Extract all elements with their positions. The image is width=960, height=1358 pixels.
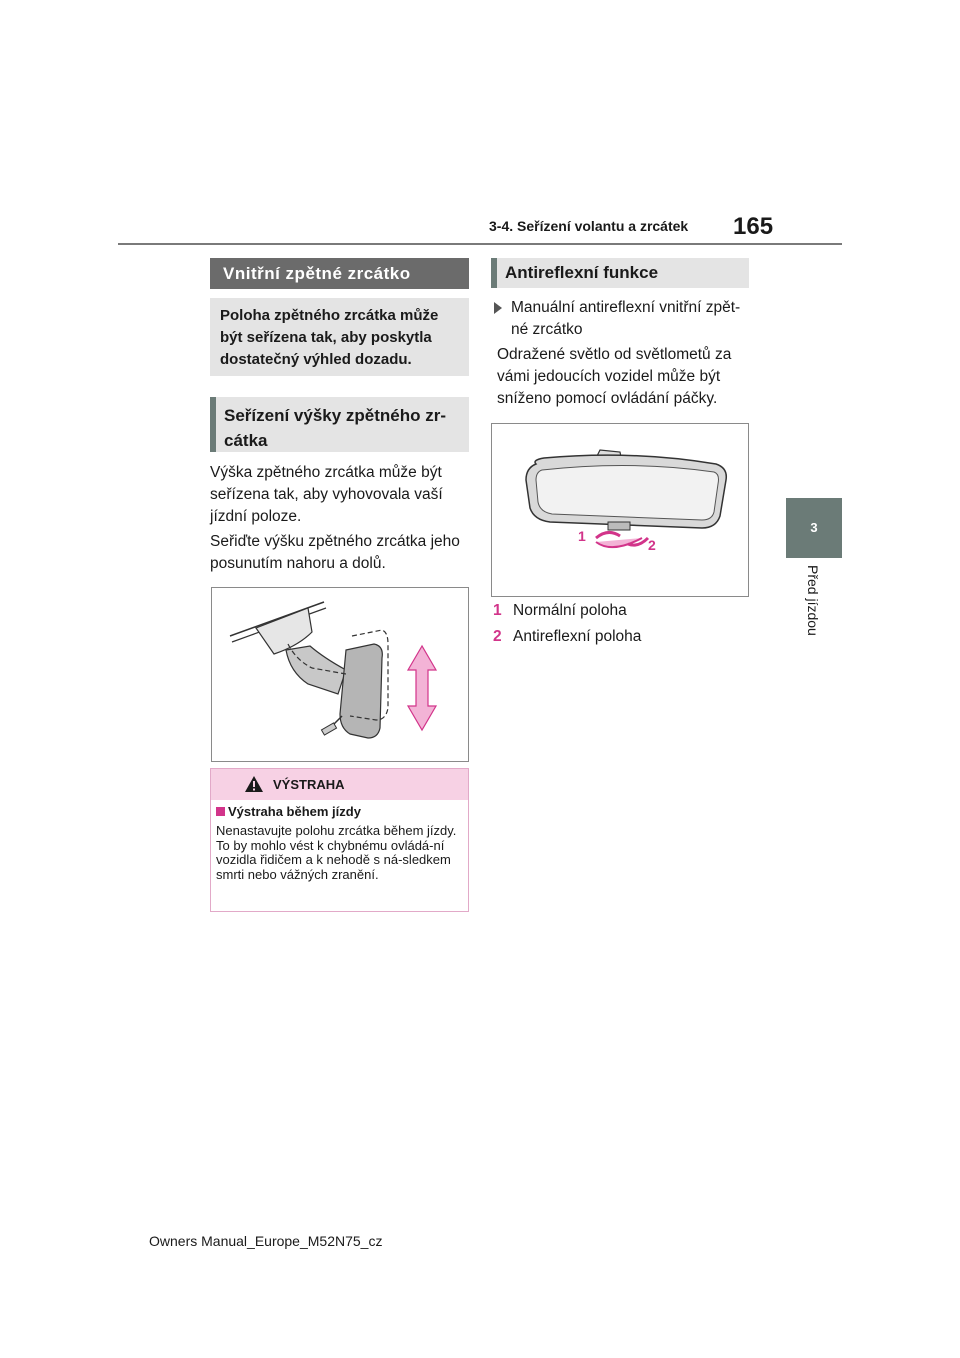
warning-subtitle [216, 804, 361, 819]
paragraph-height-1: Výška zpětného zrcátka může být seřízena tak, aby vyhovovala vaší jízdní poloze. [210, 464, 443, 525]
header-rule [118, 243, 842, 245]
figure-label-1: 1 [578, 528, 586, 544]
subsection-title-height: Seřízení výšky zpětného zr-cátka [210, 397, 469, 452]
paragraph-height-2: Seřiďte výšku zpětného zrcátka jeho posunutím nahoru a dolů. [210, 533, 460, 572]
legend-item [493, 600, 627, 622]
warning-subtitle-text: Výstraha během jízdy [228, 804, 361, 819]
up-down-arrow-icon [408, 646, 436, 730]
warning-box [210, 768, 469, 912]
intro-box: Poloha zpětného zrcátka může být seřízena tak, aby poskytla dostatečný výhled dozadu. [210, 298, 469, 376]
mirror-height-illustration [212, 588, 468, 761]
page-number: 165 [733, 213, 774, 240]
antireflex-figure [491, 423, 749, 597]
section-title-antireflex: Antireflexní funkce [491, 258, 749, 288]
legend-item [493, 626, 641, 648]
antireflex-mirror-illustration [492, 424, 748, 596]
paragraph-antireflex: Odražené světlo od světlometů za vámi jedoucích vozidel může být sníženo pomocí ovládání páčky. [497, 346, 732, 407]
warning-line-2: To by mohlo vést k chybnému ovládá-ní vozidla řidičem a k nehodě s ná-sledkem smrti nebo vážných zranění. [216, 837, 451, 882]
chapter-label [803, 565, 823, 655]
legend-number: 1 [493, 602, 502, 619]
figure-label-2: 2 [648, 537, 656, 553]
section-title-mirror: Vnitřní zpětné zrcátko [210, 258, 469, 289]
section-header: 3-4. Seřízení volantu a zrcátek [489, 218, 689, 234]
warning-header [211, 769, 468, 800]
bullet-text: Manuální antireflexní vnitřní zpět-né zrcátko [511, 299, 741, 338]
warning-title: VÝSTRAHA [273, 777, 345, 792]
legend-number: 2 [493, 628, 502, 645]
square-bullet-icon [216, 807, 225, 816]
mirror-height-figure [211, 587, 469, 762]
chapter-number: 3 [810, 520, 818, 535]
legend-text: Normální poloha [513, 602, 627, 619]
warning-triangle-icon [244, 775, 264, 793]
triangle-bullet-icon [494, 302, 502, 314]
chapter-label-text: Před jízdou [805, 565, 821, 636]
warning-body [216, 824, 466, 882]
legend-text: Antireflexní poloha [513, 628, 642, 645]
warning-line-1: Nenastavujte polohu zrcátka během jízdy. [216, 823, 457, 838]
footer-text: Owners Manual_Europe_M52N75_cz [149, 1233, 383, 1249]
